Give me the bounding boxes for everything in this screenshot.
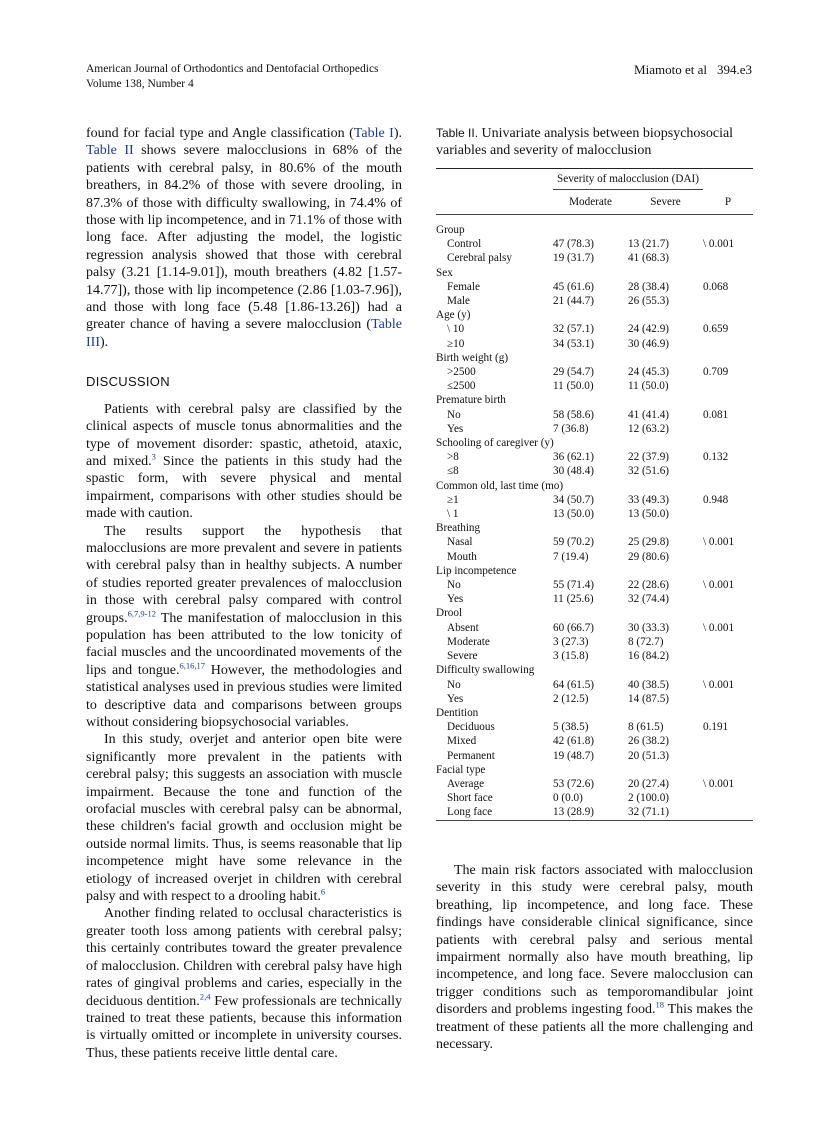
table-row <box>436 422 753 436</box>
row-label: Moderate <box>447 635 490 648</box>
table-row <box>436 493 753 507</box>
cell-p: 0.068 <box>703 280 729 293</box>
cell-severe: 14 (87.5) <box>628 692 670 705</box>
cell-severe: 20 (51.3) <box>628 749 670 762</box>
cell-moderate: 7 (19.4) <box>553 550 589 563</box>
table-group-row <box>436 436 753 450</box>
text: Since the patients in this study had the spastic form, with severe physical and mental impairment, comparisons with other studies should be made with caution. <box>86 453 402 522</box>
row-label: Deciduous <box>447 721 495 734</box>
cell-moderate: 3 (15.8) <box>553 650 589 663</box>
header-spacer <box>703 169 753 190</box>
running-header-left <box>86 62 379 92</box>
text: ). <box>393 126 402 141</box>
cell-p <box>703 635 753 649</box>
citation-link[interactable]: 6,16,17 <box>179 660 206 671</box>
table-row <box>436 450 753 464</box>
row-label: ≤8 <box>447 465 459 478</box>
table-label: Table II. <box>436 126 479 140</box>
cell-moderate: 34 (53.1) <box>553 337 595 350</box>
cell-severe: 22 (28.6) <box>628 579 670 592</box>
table-ref-link[interactable]: Table III <box>86 317 402 350</box>
group-label: Premature birth <box>436 394 506 407</box>
table-row <box>436 791 753 805</box>
row-label: Control <box>447 238 482 251</box>
table-group-row <box>436 223 753 237</box>
cell-severe: 22 (37.9) <box>628 451 670 464</box>
cell-severe: 33 (49.3) <box>628 493 670 506</box>
cell-severe: 32 (71.1) <box>628 805 703 820</box>
cell-moderate: 2 (12.5) <box>553 692 589 705</box>
text: This makes the treatment of these patients all the more challenging and necessary. <box>436 1002 753 1053</box>
left-column <box>86 125 402 1062</box>
table-group-row <box>436 479 753 493</box>
group-label: Schooling of caregiver (y) <box>436 437 554 450</box>
column-header-p: P <box>703 190 753 215</box>
cell-p <box>703 422 753 436</box>
cell-severe: 41 (41.4) <box>628 408 670 421</box>
cell-moderate: 5 (38.5) <box>553 721 589 734</box>
table-row <box>436 578 753 592</box>
row-label: Mouth <box>447 550 477 563</box>
row-label: Severe <box>447 650 478 663</box>
text: ). <box>100 334 109 350</box>
cell-p <box>703 294 753 308</box>
table-group-row <box>436 521 753 535</box>
text: Patients with cerebral palsy are classified by the clinical aspects of muscle tonus abnormalities and the type of movement disorder: spastic, athetoid, ataxic, and mixed. <box>86 401 402 469</box>
table-row <box>436 720 753 734</box>
table-group-row <box>436 564 753 578</box>
cell-p <box>703 649 753 663</box>
cell-moderate: 30 (48.4) <box>553 465 595 478</box>
cell-moderate: 3 (27.3) <box>553 635 589 648</box>
group-label: Common old, last time (mo) <box>436 479 564 492</box>
table-caption <box>436 125 753 159</box>
cell-p <box>703 692 753 706</box>
table-group-row <box>436 308 753 322</box>
row-label: >2500 <box>447 366 476 379</box>
column-header-moderate: Moderate <box>553 190 628 215</box>
cell-p <box>703 251 753 265</box>
cell-moderate: 0 (0.0) <box>553 792 583 805</box>
cell-severe: 26 (38.2) <box>628 735 670 748</box>
column-group-header: Severity of malocclusion (DAI) <box>553 169 703 190</box>
row-label: \ 1 <box>447 508 459 521</box>
row-label: No <box>447 408 461 421</box>
table-group-row <box>436 351 753 365</box>
text: found for facial type and Angle classification ( <box>86 126 354 141</box>
table-row <box>436 550 753 564</box>
text: Another finding related to occlusal characteristics is greater tooth loss among patients with cerebral palsy; this certainly contributes toward the greater prevalence of malocclusion. Children with cerebral palsy have high rates of gingival problems and caries, especially in the deciduous dentition. <box>86 906 402 1009</box>
cell-severe: 30 (46.9) <box>628 337 670 350</box>
cell-severe: 16 (84.2) <box>628 650 670 663</box>
table-ref-link[interactable]: Table II <box>86 143 134 159</box>
cell-severe: 13 (50.0) <box>628 508 670 521</box>
cell-severe: 13 (21.7) <box>628 238 670 251</box>
table-row <box>436 734 753 748</box>
table-row <box>436 251 753 265</box>
cell-p <box>703 507 753 521</box>
column-header-severe: Severe <box>628 190 703 215</box>
row-label: Absent <box>447 621 479 634</box>
table-title: Univariate analysis between biopsychosocial variables and severity of malocclusion <box>436 126 734 158</box>
paragraph <box>86 523 402 732</box>
cell-p <box>703 337 753 351</box>
header-spacer <box>436 190 553 215</box>
table-row <box>436 777 753 791</box>
cell-moderate: 59 (70.2) <box>553 536 595 549</box>
row-label: Mixed <box>447 735 477 748</box>
cell-severe: 25 (29.8) <box>628 536 670 549</box>
page-number: 394.e3 <box>716 62 752 77</box>
citation-link[interactable]: 3 <box>151 451 156 462</box>
cell-moderate: 7 (36.8) <box>553 422 589 435</box>
citation-link[interactable]: 6 <box>320 886 326 897</box>
table-row <box>436 365 753 379</box>
cell-p <box>703 379 753 393</box>
row-label: >8 <box>447 451 459 464</box>
cell-moderate: 13 (50.0) <box>553 508 595 521</box>
cell-p: \ 0.001 <box>703 621 735 634</box>
cell-moderate: 19 (48.7) <box>553 749 595 762</box>
row-label: Yes <box>447 593 464 606</box>
cell-severe: 32 (74.4) <box>628 593 670 606</box>
table-group-row <box>436 606 753 620</box>
text: shows severe malocclusions in 68% of the patients with cerebral palsy, in 80.6% of the mouth breathers, in 84.2% of those with severe drooling, in 87.3% of those with difficulty swallowing, in 74.4% of those with lip incompetence, and in 71.1% of those with long face. After adjusting the model, the logistic regression analysis showed that those with cerebral palsy (3.21 [1.14-9.01]), mouth breathers (4.82 [1.57-14.77]), those with lip incompetence (2.86 [1.03-7.96]), and those with long face (5.48 [1.86-13.26]) had a greater chance of having a severe malocclusion ( <box>86 143 402 333</box>
paragraph <box>86 905 402 1062</box>
table-ref-link[interactable]: Table I <box>353 126 394 141</box>
cell-moderate: 11 (25.6) <box>553 593 594 606</box>
group-label: Breathing <box>436 522 481 535</box>
cell-moderate: 36 (62.1) <box>553 451 595 464</box>
paragraph <box>436 862 753 1053</box>
group-label: Group <box>436 224 465 236</box>
row-label: Cerebral palsy <box>447 252 512 265</box>
group-label: Dentition <box>436 706 479 719</box>
cell-p: \ 0.001 <box>703 536 735 549</box>
cell-moderate: 34 (50.7) <box>553 493 595 506</box>
cell-p: \ 0.001 <box>703 579 735 592</box>
table-row <box>436 408 753 422</box>
journal-name: American Journal of Orthodontics and Dentofacial Orthopedics <box>86 63 379 75</box>
paragraph <box>86 125 402 351</box>
cell-severe: 20 (27.4) <box>628 777 670 790</box>
cell-p <box>703 805 753 820</box>
table-group-row <box>436 663 753 677</box>
row-label: Female <box>447 280 480 293</box>
citation-link[interactable]: 6,7,9-12 <box>127 607 156 618</box>
cell-severe: 32 (51.6) <box>628 465 670 478</box>
row-label: Nasal <box>447 536 473 549</box>
cell-p: 0.659 <box>703 323 729 336</box>
table-row <box>436 280 753 294</box>
table-row <box>436 635 753 649</box>
row-label: ≤2500 <box>447 380 476 393</box>
paragraph <box>86 401 402 523</box>
cell-severe: 30 (33.3) <box>628 621 670 634</box>
cell-moderate: 32 (57.1) <box>553 323 595 336</box>
cell-severe: 12 (63.2) <box>628 422 670 435</box>
text: The manifestation of malocclusion in this population has been attributed to the low tonicity of facial muscles and the uncoordinated movements of the lips and tongue. <box>86 610 402 678</box>
row-label: \ 10 <box>447 323 465 336</box>
row-label: Long face <box>436 805 553 820</box>
cell-severe: 24 (45.3) <box>628 366 670 379</box>
table-row <box>436 322 753 336</box>
cell-p: \ 0.001 <box>703 777 735 790</box>
cell-severe: 24 (42.9) <box>628 323 670 336</box>
table-row <box>436 237 753 251</box>
cell-moderate: 21 (44.7) <box>553 295 595 308</box>
table-row <box>436 678 753 692</box>
row-label: Short face <box>447 792 493 805</box>
text: Few professionals are technically trained to treat these patients, because this information is virtually omitted or incomplete in university courses. Thus, these patients receive little dental care. <box>86 993 402 1061</box>
cell-p <box>703 749 753 763</box>
table-group-row <box>436 393 753 407</box>
group-label: Drool <box>436 607 463 620</box>
row-label: No <box>447 678 461 691</box>
cell-severe: 40 (38.5) <box>628 678 670 691</box>
citation-link[interactable]: 2,4 <box>199 990 211 1001</box>
group-label: Difficulty swallowing <box>436 664 535 677</box>
row-label: No <box>447 579 461 592</box>
authors: Miamoto et al <box>634 62 707 77</box>
text: The results support the hypothesis that malocclusions are more prevalent and severe in patients with cerebral palsy than in healthy subjects. A number of studies reported greater prevalences of malocclusion in those with cerebral palsy compared with control groups. <box>86 523 402 626</box>
cell-moderate: 11 (50.0) <box>553 380 594 393</box>
table-row <box>436 535 753 549</box>
row-label: ≥10 <box>447 337 465 350</box>
cell-p: 0.709 <box>703 366 729 379</box>
text: In this study, overjet and anterior open bite were significantly more prevalent in the patients with cerebral palsy; this suggests an association with muscle impairment. Because the tone and function of the orofacial muscles with cerebral palsy can be abnormal, these children's facial growth and occlusion might be outside normal limits. Thus, is seems reasonable that lip incompetence might have some relevance in the etiology of increased overjet in children with cerebral palsy and with respect to a drooling habit. <box>86 732 402 905</box>
cell-moderate: 47 (78.3) <box>553 238 595 251</box>
cell-severe: 26 (55.3) <box>628 295 670 308</box>
table-row <box>436 805 753 820</box>
table-group-row <box>436 266 753 280</box>
table-row <box>436 621 753 635</box>
cell-moderate: 29 (54.7) <box>553 366 595 379</box>
group-label: Birth weight (g) <box>436 351 509 364</box>
cell-moderate: 53 (72.6) <box>553 777 595 790</box>
row-label: Male <box>447 295 470 308</box>
cell-severe: 2 (100.0) <box>628 792 670 805</box>
cell-p <box>703 550 753 564</box>
table-ii <box>436 125 753 821</box>
cell-p <box>703 464 753 478</box>
table-row <box>436 464 753 478</box>
group-label: Sex <box>436 266 453 279</box>
header-spacer <box>436 169 553 190</box>
citation-link[interactable]: 18 <box>655 999 664 1010</box>
table-row <box>436 379 753 393</box>
paragraph <box>86 731 402 905</box>
table-row <box>436 592 753 606</box>
table-group-row <box>436 706 753 720</box>
cell-severe: 29 (80.6) <box>628 550 670 563</box>
journal-volume: Volume 138, Number 4 <box>86 78 194 90</box>
text: However, the methodologies and statistical analyses used in previous studies were limited to descriptive data and comparisons between groups without considering biopsychosocial variables. <box>86 662 402 730</box>
cell-p: \ 0.001 <box>703 678 735 691</box>
table-row <box>436 294 753 308</box>
cell-severe: 8 (61.5) <box>628 721 664 734</box>
cell-p: \ 0.001 <box>703 238 735 251</box>
cell-p <box>703 592 753 606</box>
group-label: Facial type <box>436 763 486 776</box>
cell-severe: 8 (72.7) <box>628 635 664 648</box>
row-label: Average <box>447 777 485 790</box>
table-row <box>436 649 753 663</box>
table-row <box>436 692 753 706</box>
row-label: Permanent <box>447 749 495 762</box>
group-label: Lip incompetence <box>436 564 517 577</box>
table-row <box>436 337 753 351</box>
right-column-text <box>436 862 753 1053</box>
table-group-row <box>436 763 753 777</box>
text: The main risk factors associated with malocclusion severity in this study were cerebral palsy, mouth breathing, lip incompetence, and long face. These findings have considerable clinical significance, since patients with cerebral palsy and serious mental impairment normally also have mouth breathing, lip incompetence, and long face. Severe malocclusion can trigger conditions such as temporomandibular joint disorders and problems ingesting food. <box>436 863 753 1018</box>
cell-p: 0.081 <box>703 408 729 421</box>
table-row <box>436 507 753 521</box>
table-row <box>436 749 753 763</box>
cell-moderate: 42 (61.8) <box>553 735 595 748</box>
row-label: Yes <box>447 422 464 435</box>
cell-moderate: 55 (71.4) <box>553 579 595 592</box>
cell-severe: 11 (50.0) <box>628 380 669 393</box>
cell-moderate: 13 (28.9) <box>553 805 628 820</box>
cell-p <box>703 734 753 748</box>
cell-p: 0.191 <box>703 721 729 734</box>
cell-moderate: 58 (58.6) <box>553 408 595 421</box>
running-header-right <box>634 62 752 78</box>
data-table <box>436 168 753 821</box>
cell-moderate: 64 (61.5) <box>553 678 595 691</box>
cell-p <box>703 791 753 805</box>
cell-p: 0.132 <box>703 451 729 464</box>
cell-severe: 41 (68.3) <box>628 252 670 265</box>
section-heading: DISCUSSION <box>86 374 170 390</box>
cell-moderate: 19 (31.7) <box>553 252 595 265</box>
cell-moderate: 60 (66.7) <box>553 621 595 634</box>
cell-severe: 28 (38.4) <box>628 280 670 293</box>
row-label: ≥1 <box>447 493 459 506</box>
cell-moderate: 45 (61.6) <box>553 280 595 293</box>
cell-p: 0.948 <box>703 493 729 506</box>
group-label: Age (y) <box>436 309 471 322</box>
row-label: Yes <box>447 692 464 705</box>
